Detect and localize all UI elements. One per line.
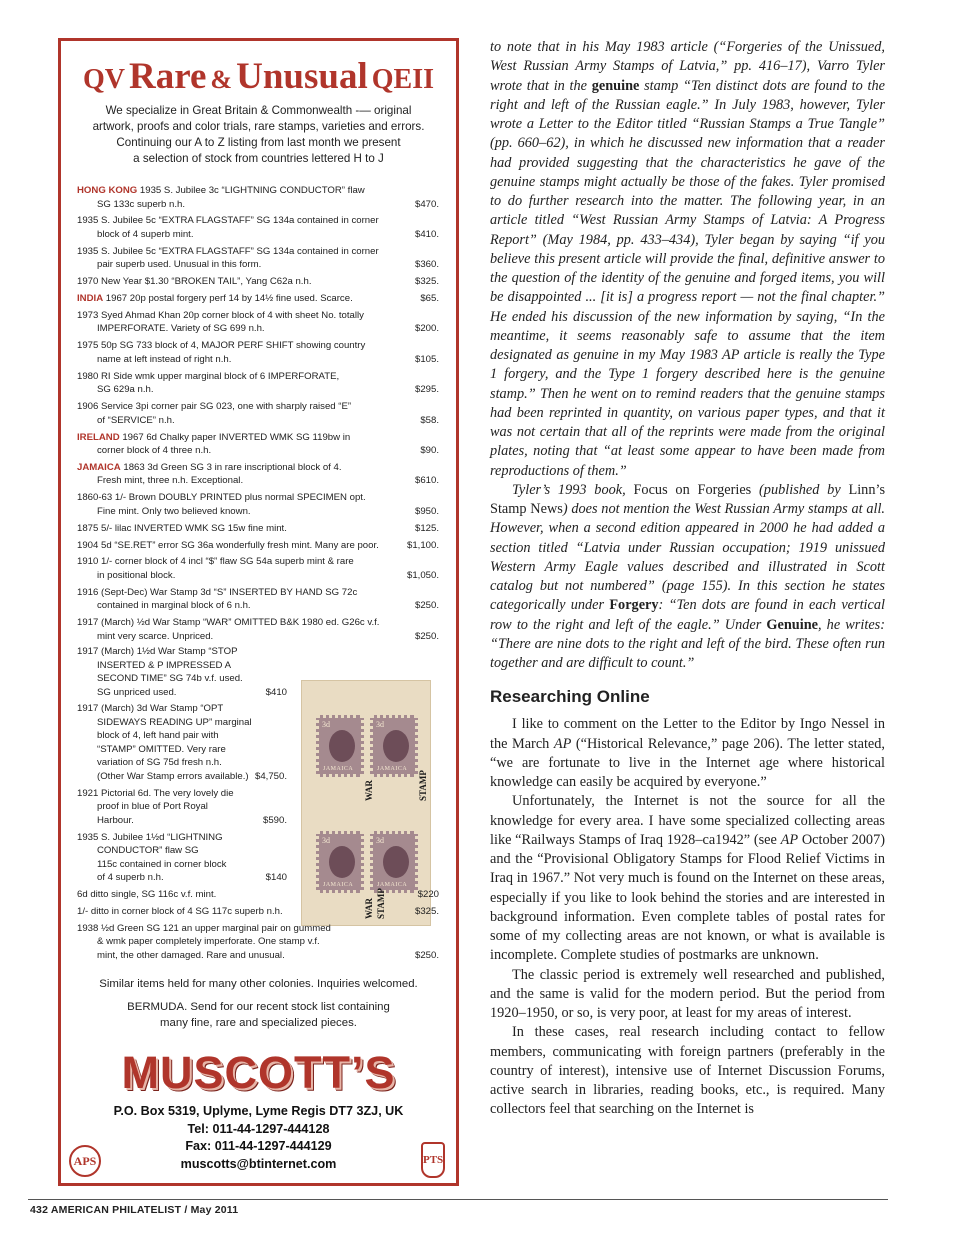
article-paragraph: I like to comment on the Letter to the Editor by Ingo Nessel in the March AP (“Historical Relevance,” page 206). The letter stated, “we are fortunate to live in the Internet age where historical knowledge can easily be acquired by everyone.” xyxy=(490,716,885,790)
ad-title-qeii: QEII xyxy=(371,64,434,95)
item-price: $90. xyxy=(420,445,439,457)
item-line: contained in marginal block of 6 n.h. xyxy=(97,600,251,612)
king-portrait-icon xyxy=(329,846,355,878)
item-description xyxy=(77,586,395,613)
item-price: $65. xyxy=(420,293,439,305)
item-text: 1917 (March) ½d War Stamp “WAR” OMITTED B&K 1980 ed. G26c v.f. xyxy=(77,617,380,629)
listing-item xyxy=(77,339,443,366)
item-country: IRELAND xyxy=(77,431,120,443)
listing-item xyxy=(77,491,443,518)
item-price: $470. xyxy=(414,198,439,210)
listing-item xyxy=(77,245,443,272)
pts-logo-icon: PTS xyxy=(421,1142,445,1178)
item-price: $4,750. xyxy=(254,770,287,782)
item-line xyxy=(77,214,395,228)
footer-rule xyxy=(28,1199,888,1200)
item-description xyxy=(77,922,395,963)
listing-item xyxy=(77,539,443,553)
item-country: JAMAICA xyxy=(77,461,121,473)
item-line xyxy=(77,245,395,259)
item-description xyxy=(77,339,395,366)
item-price: $295. xyxy=(414,384,439,396)
item-line: SIDEWAYS READING UP” marginal xyxy=(97,716,252,728)
item-line xyxy=(77,461,395,475)
bermuda-line: BERMUDA. Send for our recent stock list containing xyxy=(127,1001,390,1013)
item-line: (Other War Stamp errors available.) xyxy=(97,770,249,782)
king-portrait-icon xyxy=(383,730,409,762)
item-line xyxy=(77,431,395,445)
item-line xyxy=(77,184,395,198)
item-price: $410 xyxy=(265,686,287,698)
item-line: mint, the other damaged. Rare and unusual. xyxy=(97,949,285,961)
listing-item xyxy=(77,184,443,211)
listing-item xyxy=(77,292,443,306)
stamp-value: 3d xyxy=(322,836,330,845)
item-description xyxy=(77,831,287,885)
stamp-value: 3d xyxy=(376,836,384,845)
listing-item xyxy=(77,522,443,536)
item-line: SG unpriced used. xyxy=(97,686,177,698)
item-line: 1921 Pictorial 6d. The very lovely die xyxy=(77,787,234,799)
item-country: INDIA xyxy=(77,293,104,305)
item-price: $250. xyxy=(414,949,439,961)
listing-item xyxy=(77,586,443,613)
overprint-stamp: STAMP xyxy=(418,770,428,801)
stamp xyxy=(316,831,364,893)
advertisement-box xyxy=(58,38,459,1186)
item-price: $105. xyxy=(414,353,439,365)
listing-item xyxy=(77,214,443,241)
stamp-label: JAMAICA xyxy=(323,882,354,888)
item-description xyxy=(77,292,395,306)
item-line: & wmk paper completely imperforate. One stamp v.f. xyxy=(97,936,320,948)
item-text: 1967 6d Chalky paper INVERTED WMK SG 119bw in xyxy=(122,431,351,443)
stamp-label: JAMAICA xyxy=(323,766,354,772)
overprint-stamp: STAMP xyxy=(376,888,386,919)
item-description xyxy=(77,184,395,211)
overprint-war: WAR xyxy=(364,897,374,919)
item-line: CONDUCTOR” flaw SG xyxy=(97,845,199,857)
item-line: SG 133c superb n.h. xyxy=(97,198,185,210)
item-price: $1,100. xyxy=(406,539,439,551)
item-line: Fresh mint, three n.h. Exceptional. xyxy=(97,475,244,487)
item-line: of “SERVICE” n.h. xyxy=(97,414,175,426)
item-text: 1904 5d “SE.RET” error SG 36a wonderfully fresh mint. Many are poor. xyxy=(77,539,379,551)
item-price: $58. xyxy=(420,414,439,426)
item-text: 1916 (Sept-Dec) War Stamp 3d “S” INSERTED BY HAND SG 72c xyxy=(77,586,358,598)
ad-title-unusual: Unusual xyxy=(236,56,368,97)
ad-intro xyxy=(81,103,436,167)
item-line: of 4 superb n.h. xyxy=(97,872,164,884)
item-description xyxy=(77,400,395,427)
item-text: 1906 Service 3pi corner pair SG 023, one with sharply raised “E” xyxy=(77,401,352,413)
item-line: proof in blue of Port Royal xyxy=(97,801,208,813)
item-price: $410. xyxy=(414,228,439,240)
item-line: block of 4, left hand pair with xyxy=(97,730,219,742)
contact-tel: Tel: 011-44-1297-444128 xyxy=(187,1121,330,1136)
item-line xyxy=(77,275,395,289)
item-line: SECOND TIME” SG 74b v.f. used. xyxy=(97,673,243,684)
listing-item xyxy=(77,400,443,427)
item-line: pair superb used. Unusual in this form. xyxy=(97,259,262,271)
ad-title-amp: & xyxy=(210,65,233,94)
article-paragraph: The classic period is extremely well researched and published, and the same is valid for the modern period. But the period from 1920–1950, or so, is very poor, at least for my areas of interest. xyxy=(490,966,885,1021)
listing-item xyxy=(77,309,443,336)
contact-address: P.O. Box 5319, Uplyme, Lyme Regis DT7 3ZJ, UK xyxy=(113,1104,404,1118)
item-line: variation of SG 75d fresh n.h. xyxy=(97,757,222,769)
item-price: $360. xyxy=(414,259,439,271)
stamp-value: 3d xyxy=(376,720,384,729)
listing-item xyxy=(77,888,443,902)
item-line: name at left instead of right n.h. xyxy=(97,353,232,365)
item-price: $610. xyxy=(414,475,439,487)
article-paragraph: In these cases, real research including contact to fellow members, communicating with foreign partners (preferably in the country of interest), intensive use of Internet Discussion Forums, active search in libraries, reading books, etc., is required. Many collectors feel that searching on the Internet is xyxy=(490,1024,885,1118)
article-paragraph: Unfortunately, the Internet is not the source for all the knowledge for every area. I have some specialized collecting areas like “Railways Stamps of Iraq 1928–ca1942” (see AP October 2007) and the “Provisional Obligatory Stamps for Flood Relief Victims in Iraq in 1967.” Not very much is found on the Internet on these areas, especially if you like to look behind the stories and are interested in background information. Even complete tables of postal rates for some of my collecting areas are not known, or what is available is incomplete. Complete studies of postmarks are unknown. xyxy=(490,793,885,964)
item-price: $125. xyxy=(414,522,439,534)
item-line: INSERTED & P IMPRESSED A xyxy=(97,659,231,671)
item-description xyxy=(77,491,395,518)
listing-item xyxy=(77,275,443,289)
contact-block xyxy=(91,1103,426,1173)
item-line: 1/- ditto in corner block of 4 SG 117c superb n.h. xyxy=(77,905,283,917)
item-price: $1,050. xyxy=(406,569,439,581)
listing-item xyxy=(77,702,287,783)
listing-item xyxy=(77,431,443,458)
item-line xyxy=(77,586,395,600)
item-text: 1975 50p SG 733 block of 4, MAJOR PERF SHIFT showing country xyxy=(77,340,366,352)
item-description xyxy=(77,522,395,536)
listing-item xyxy=(77,831,287,885)
item-description xyxy=(77,787,287,828)
item-line xyxy=(77,400,395,414)
item-description xyxy=(77,245,395,272)
item-price: $220 xyxy=(417,889,439,900)
item-price: $140 xyxy=(265,872,287,884)
ad-title-rare: Rare xyxy=(129,56,207,97)
item-line: IMPERFORATE. Variety of SG 699 n.h. xyxy=(97,323,265,335)
item-line xyxy=(77,292,395,306)
listing-item xyxy=(77,787,287,828)
article-column xyxy=(490,38,885,1120)
stock-listing-narrow xyxy=(77,645,287,888)
stock-listing xyxy=(77,184,443,647)
item-line xyxy=(77,616,395,630)
item-line: in positional block. xyxy=(97,569,176,581)
item-line xyxy=(77,539,395,553)
ad-title-qv: QV xyxy=(83,64,126,95)
item-line xyxy=(77,309,395,323)
item-text: 1863 3d Green SG 3 in rare inscriptional block of 4. xyxy=(123,461,342,473)
ad-intro-line: We specialize in Great Britain & Commonwealth -— original xyxy=(105,104,412,117)
listing-item xyxy=(77,922,443,963)
item-text: 1980 RI Side wmk upper marginal block of 6 IMPERFORATE, xyxy=(77,370,340,382)
item-text: 1970 New Year $1.30 “BROKEN TAIL”, Yang C62a n.h. xyxy=(77,276,312,288)
item-line: 1917 (March) 1½d War Stamp “STOP xyxy=(77,646,238,657)
item-line: Harbour. xyxy=(97,814,134,826)
aps-logo-icon: APS xyxy=(69,1145,101,1177)
ad-intro-line: artwork, proofs and color trials, rare stamps, varieties and errors. xyxy=(92,120,425,133)
item-line: 1938 ½d Green SG 121 an upper marginal pair on gummed xyxy=(77,922,331,934)
item-description xyxy=(77,888,395,902)
item-price: $250. xyxy=(414,600,439,612)
ad-intro-line: a selection of stock from countries lettered H to J xyxy=(133,152,384,165)
king-portrait-icon xyxy=(329,730,355,762)
item-price: $325. xyxy=(414,276,439,288)
listing-item xyxy=(77,616,443,643)
item-description xyxy=(77,905,395,919)
item-description xyxy=(77,309,395,336)
item-description xyxy=(77,645,287,699)
listing-item xyxy=(77,370,443,397)
stamp xyxy=(316,715,364,777)
ad-bermuda-note xyxy=(91,999,426,1031)
item-line: SG 629a n.h. xyxy=(97,384,154,396)
item-line: corner block of 4 three n.h. xyxy=(97,445,212,457)
listing-item xyxy=(77,905,443,919)
item-text: 1973 Syed Ahmad Khan 20p corner block of 4 with sheet No. totally xyxy=(77,309,364,321)
item-line xyxy=(77,491,395,505)
ad-similar-note: Similar items held for many other colonies. Inquiries welcomed. xyxy=(99,978,418,990)
contact-fax: Fax: 011-44-1297-444129 xyxy=(185,1139,332,1153)
stamp-value: 3d xyxy=(322,720,330,729)
item-line xyxy=(77,555,395,569)
article-paragraph: to note that in his May 1983 article (“Forgeries of the Unissued, West Russian Army Stamps of Latvia,” pp. 416–17), Varro Tyler wrote that in the genuine stamp “Ten distinct dots are found to the right and left of the Russian eagle.” In July 1983, however, Tyler wrote a Letter to the Editor titled “Russian Stamps a True Tangle” (pp. 660–62), in which he discussed new information that a reader had provided suggesting that the characteristics he gave of the genuine stamps might actually be those of the fakes. Tyler promised to do further research into the matter. The following year, in an article titled “West Russian Army Stamps of Latvia: A Progress Report” (May 1984, pp. 433–434), Tyler began by saying “if you believe this present article will provide the final, definitive answer to the question of the identity of the genuine and forged items, you will be disappointed ... [it is] a progress report — not the final chapter.” He ended his discussion of the new information by saying, “In the meantime, it seems reasonably safe to assume that the item designated as genuine in my May 1983 AP article is really the Type 1 forgery, and the Type 1 forgery described here is the genuine stamp.” Then he went on to remind readers that the genuine stamps had been reprinted in quantity, on various paper types, and that it was not certain that all of the reprints were made from the original plates, noting that “at least some appear to have been made from reproductions of them.” xyxy=(490,39,885,479)
item-line xyxy=(77,370,395,384)
item-line: Fine mint. Only two believed known. xyxy=(97,505,251,517)
item-text: 1860-63 1/- Brown DOUBLY PRINTED plus normal SPECIMEN opt. xyxy=(77,492,366,504)
item-text: 1935 S. Jubilee 3c “LIGHTNING CONDUCTOR” flaw xyxy=(139,185,365,196)
item-price: $325. xyxy=(414,905,439,917)
item-line: 6d ditto single, SG 116c v.f. mint. xyxy=(77,889,217,900)
item-line xyxy=(77,522,395,536)
item-price: $250. xyxy=(414,630,439,642)
item-description xyxy=(77,275,395,289)
item-line: 1917 (March) 3d War Stamp “OPT xyxy=(77,703,224,715)
item-text: 1935 S. Jubilee 5c “EXTRA FLAGSTAFF” SG 134a contained in corner xyxy=(77,215,379,227)
page-footer: 432 AMERICAN PHILATELIST / May 2011 xyxy=(30,1204,239,1216)
section-heading: Researching Online xyxy=(490,687,650,707)
item-price: $200. xyxy=(414,323,439,335)
contact-email: muscotts@btinternet.com xyxy=(180,1156,337,1171)
item-description xyxy=(77,616,395,643)
king-portrait-icon xyxy=(383,846,409,878)
item-text: 1935 S. Jubilee 5c “EXTRA FLAGSTAFF” SG 134a contained in corner xyxy=(77,245,379,257)
item-description xyxy=(77,539,395,553)
overprint-war: WAR xyxy=(364,779,374,801)
listing-item xyxy=(77,461,443,488)
item-text: 1910 1/- corner block of 4 incl “$” flaw SG 54a superb mint & rare xyxy=(77,556,354,568)
item-price: $590. xyxy=(262,814,287,826)
stamp-label: JAMAICA xyxy=(377,882,408,888)
stock-listing-wide xyxy=(77,888,443,966)
listing-item xyxy=(77,645,287,699)
item-price: $950. xyxy=(414,505,439,517)
item-line: “STAMP” OMITTED. Very rare xyxy=(97,743,226,755)
item-description xyxy=(77,431,395,458)
item-line: mint very scarce. Unpriced. xyxy=(97,630,214,642)
ad-intro-line: Continuing our A to Z listing from last month we present xyxy=(116,136,401,149)
item-text: 1967 20p postal forgery perf 14 by 14½ fine used. Scarce. xyxy=(105,293,353,305)
ad-title xyxy=(61,55,456,98)
item-line: 1935 S. Jubilee 1½d “LIGHTNING xyxy=(77,831,223,843)
item-description xyxy=(77,555,395,582)
stamp xyxy=(370,831,418,893)
item-line: block of 4 superb mint. xyxy=(97,228,194,240)
stamp-label: JAMAICA xyxy=(377,766,408,772)
item-line xyxy=(77,339,395,353)
item-country: HONG KONG xyxy=(77,185,138,196)
item-description xyxy=(77,370,395,397)
bermuda-line: many fine, rare and specialized pieces. xyxy=(160,1017,357,1029)
item-description xyxy=(77,461,395,488)
listing-item xyxy=(77,555,443,582)
item-text: 1875 5/- lilac INVERTED WMK SG 15w fine mint. xyxy=(77,522,287,534)
stamp xyxy=(370,715,418,777)
muscotts-logo: MUSCOTT’S xyxy=(121,1047,396,1098)
item-description xyxy=(77,214,395,241)
article-paragraph: Tyler’s 1993 book, Focus on Forgeries (published by Linn’s Stamp News) does not mention the West Russian Army stamps at all. However, when a second edition appeared in 2000 he had added a section titled “Latvia under Russian occupation; 1919 unissued Western Army Eagle values described and illustrated in Scott catalog but not numbered” (page 155). In this section he states categorically under Forgery: “Ten dots are found in each vertical row to the right and left of the eagle.” Under Genuine, he writes: “There are nine dots to the right and left of the bird. These often run together and are difficult to count.” xyxy=(490,481,886,671)
item-line: 115c contained in corner block xyxy=(97,858,227,870)
